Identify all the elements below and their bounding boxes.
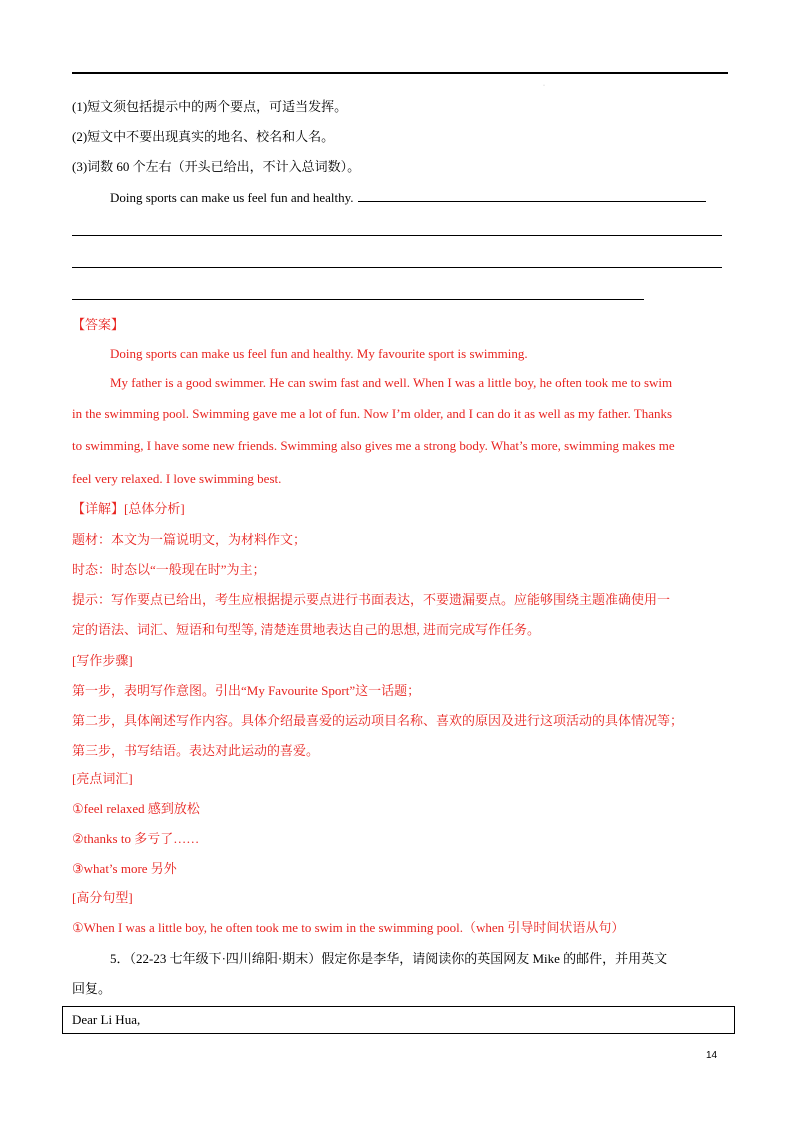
analysis-line-2: 时态：时态以“一般现在时”为主； [72,562,266,577]
detail-label: 【详解】 [72,501,125,516]
vocab-1: ①feel relaxed 感到放松 [72,801,200,816]
decorative-dot: · [543,83,545,89]
answer-line-2: My father is a good swimmer. He can swim fast and well. When I was a little boy, he often took me to swim [110,375,673,390]
writing-prompt-line [110,188,706,207]
requirement-2: (2)短文中不要出现真实的地名、校名和人名。 [72,129,335,144]
requirement-3: (3)词数 60 个左右（开头已给出，不计入总词数）。 [72,159,361,174]
step-3: 第三步，书写结语。表达对此运动的喜爱。 [72,743,320,758]
writing-line-3[interactable] [72,299,644,300]
step-1: 第一步，表明写作意图。引出“My Favourite Sport”这一话题； [72,683,421,698]
analysis-line-4: 定的语法、词汇、短语和句型等, 清楚连贯地表达自己的思想, 进而完成写作任务。 [72,622,541,637]
top-divider [72,72,728,74]
analysis-line-1: 题材：本文为一篇说明文，为材料作文； [72,532,307,547]
analysis-line-3: 提示：写作要点已给出，考生应根据提示要点进行书面表达，不要遗漏要点。应能够围绕主题准确使用一 [72,592,671,607]
letter-box [62,1006,735,1034]
answer-line-3: in the swimming pool. Swimming gave me a lot of fun. Now I’m older, and I can do it as well as my father. Thanks [72,406,673,421]
writing-line-2[interactable] [72,267,722,268]
answer-line-4: to swimming, I have some new friends. Swimming also gives me a strong body. What’s more, swimming makes me [72,438,675,453]
steps-label: [写作步骤] [72,653,133,668]
vocab-label: [亮点词汇] [72,771,133,786]
vocab-2: ②thanks to 多亏了…… [72,831,200,846]
sentence-pattern: ①When I was a little boy, he often took me to swim in the swimming pool.（when 引导时间状语从句） [72,920,625,935]
page-number: 14 [706,1050,718,1061]
question-5-line-2: 回复。 [72,981,112,996]
writing-line-1[interactable] [72,235,722,236]
question-5-line-1: 5．（22-23 七年级下·四川绵阳·期末）假定你是李华，请阅读你的英国网友 Mike 的邮件，并用英文 [110,951,668,966]
requirement-1: (1)短文须包括提示中的两个要点，可适当发挥。 [72,99,348,114]
prompt-start: Doing sports can make us feel fun and healthy. [110,190,354,205]
letter-salutation: Dear Li Hua, [72,1012,141,1027]
answer-blank[interactable] [358,188,706,202]
answer-label: 【答案】 [72,317,125,332]
vocab-3: ③what’s more 另外 [72,861,177,876]
answer-line-5: feel very relaxed. I love swimming best. [72,471,282,486]
answer-line-1: Doing sports can make us feel fun and healthy. My favourite sport is swimming. [110,346,528,361]
sentence-label: [高分句型] [72,890,133,905]
step-2: 第二步，具体阐述写作内容。具体介绍最喜爱的运动项目名称、喜欢的原因及进行这项活动的具体情况等； [72,713,684,728]
overall-label: [总体分析] [124,501,185,516]
detail-heading [72,500,185,518]
